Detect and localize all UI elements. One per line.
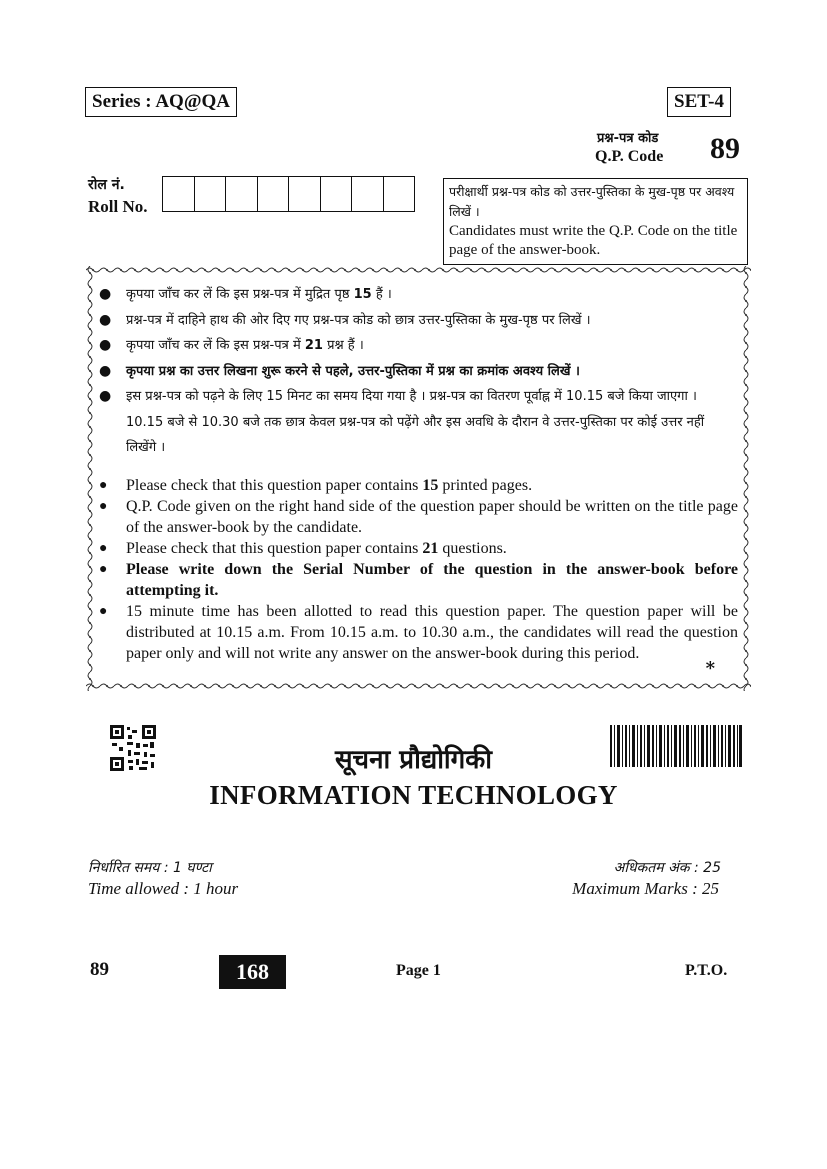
bullet-icon: ● <box>99 311 112 328</box>
instruction-item <box>98 308 738 334</box>
instruction-item <box>98 475 738 496</box>
roll-digit-box[interactable] <box>258 177 290 211</box>
page-number: Page 1 <box>396 962 441 979</box>
instruction-text: प्रश्न-पत्र में दाहिने हाथ की ओर दिए गए प्रश्न-पत्र कोड को छात्र उत्तर-पुस्तिका के मुख-पृष्ठ पर लिखें । <box>126 312 591 328</box>
candidate-note-hindi: परीक्षार्थी प्रश्न-पत्र कोड को उत्तर-पुस्तिका के मुख-पृष्ठ पर अवश्य लिखें । <box>449 184 735 219</box>
series-label: Series : AQ@QA <box>85 87 237 117</box>
instruction-text: इस प्रश्न-पत्र को पढ़ने के लिए 15 मिनट का समय दिया गया है । प्रश्न-पत्र का वितरण पूर्वाह्न में 10.15 बजे किया जाएगा । 10.15 बजे से 10.30 बजे तक छात्र केवल प्रश्न-पत्र को पढ़ेंगे और इस अवधि के दौरान वे उत्तर-पुस्तिका पर कोई उत्तर नहीं लिखेंगे । <box>126 389 705 455</box>
instruction-text: Please check that this question paper contains <box>126 476 423 494</box>
candidate-note-english: Candidates must write the Q.P. Code on the title page of the answer-book. <box>449 223 738 258</box>
instruction-item <box>98 601 738 664</box>
candidate-note-box <box>443 178 748 265</box>
roll-digit-box[interactable] <box>289 177 321 211</box>
maximum-marks-hindi: अधिकतम अंक : 25 <box>613 860 721 876</box>
please-turn-over: P.T.O. <box>685 962 728 979</box>
qp-code-label: Q.P. Code <box>595 148 664 165</box>
instruction-text: कृपया जाँच कर लें कि इस प्रश्न-पत्र में मुद्रित पृष्ठ <box>126 287 354 302</box>
instruction-emphasis: Please write down the Serial Number of the question in the answer-book before attempting it. <box>126 560 738 599</box>
roll-number-label-hindi: रोल नं. <box>88 177 125 193</box>
time-allowed: Time allowed : 1 hour <box>88 879 239 898</box>
qp-code-number: 89 <box>710 132 740 165</box>
instruction-emphasis: 21 <box>422 539 439 557</box>
instruction-item <box>98 496 738 538</box>
bullet-icon: ● <box>99 286 112 302</box>
bullet-icon: ● <box>99 337 112 353</box>
instruction-text: कृपया जाँच कर लें कि इस प्रश्न-पत्र में <box>126 338 305 353</box>
footer-qp-code: 89 <box>90 959 109 980</box>
instruction-text: Please check that this question paper contains <box>126 539 423 557</box>
bullet-icon: ● <box>99 540 108 556</box>
instruction-item <box>98 359 738 385</box>
instruction-text: questions. <box>438 539 507 557</box>
instruction-emphasis: 15 <box>422 476 439 494</box>
instructions-list <box>98 282 738 664</box>
instruction-text: printed pages. <box>438 476 533 494</box>
instruction-text: हैं । <box>371 287 392 302</box>
instruction-emphasis: कृपया प्रश्न का उत्तर लिखना शुरू करने से पहले, उत्तर-पुस्तिका में प्रश्न का क्रमांक अवश्य लिखें । <box>126 363 580 379</box>
general-instructions-box <box>86 266 751 691</box>
bullet-icon: ● <box>99 603 108 619</box>
instruction-text: प्रश्न हैं । <box>322 338 364 353</box>
roll-digit-box[interactable] <box>226 177 258 211</box>
bullet-icon: ● <box>99 498 108 514</box>
roll-digit-box[interactable] <box>195 177 227 211</box>
instruction-emphasis: 21 <box>304 338 323 353</box>
instruction-text: Q.P. Code given on the right hand side of the question paper should be written on the title page of the answer-book by the candidate. <box>126 497 738 536</box>
bullet-icon: ● <box>99 388 112 404</box>
subject-title-hindi: सूचना प्रौद्योगिकी <box>334 745 493 775</box>
roll-digit-box[interactable] <box>352 177 384 211</box>
time-allowed-hindi: निर्धारित समय : 1 घण्टा <box>88 860 212 876</box>
roll-digit-box[interactable] <box>384 177 415 211</box>
bullet-icon: ● <box>99 362 112 379</box>
roll-number-label: Roll No. <box>88 197 148 216</box>
roll-digit-box[interactable] <box>163 177 195 211</box>
instructions-english <box>98 475 738 664</box>
asterisk-mark: * <box>705 658 715 679</box>
instruction-item <box>98 559 738 601</box>
instruction-item <box>98 384 738 461</box>
subject-title: INFORMATION TECHNOLOGY <box>209 780 618 810</box>
qp-code-label-hindi: प्रश्न-पत्र कोड <box>597 131 659 146</box>
instruction-text: 15 minute time has been allotted to read this question paper. The question paper will be distributed at 10.15 a.m. From 10.15 a.m. to 10.30 a.m., the candidates will read the question paper only and will not write any answer on the answer-book during this period. <box>126 602 738 662</box>
instruction-item <box>98 333 738 359</box>
roll-number-boxes[interactable] <box>162 176 415 212</box>
maximum-marks: Maximum Marks : 25 <box>572 879 719 898</box>
footer-code-badge: 168 <box>219 955 286 989</box>
roll-digit-box[interactable] <box>321 177 353 211</box>
instruction-item <box>98 538 738 559</box>
instruction-emphasis: 15 <box>353 287 372 302</box>
instruction-item <box>98 282 738 308</box>
set-label: SET-4 <box>667 87 731 117</box>
instructions-hindi <box>98 282 738 461</box>
bullet-icon: ● <box>99 561 108 577</box>
bullet-icon: ● <box>99 477 108 493</box>
